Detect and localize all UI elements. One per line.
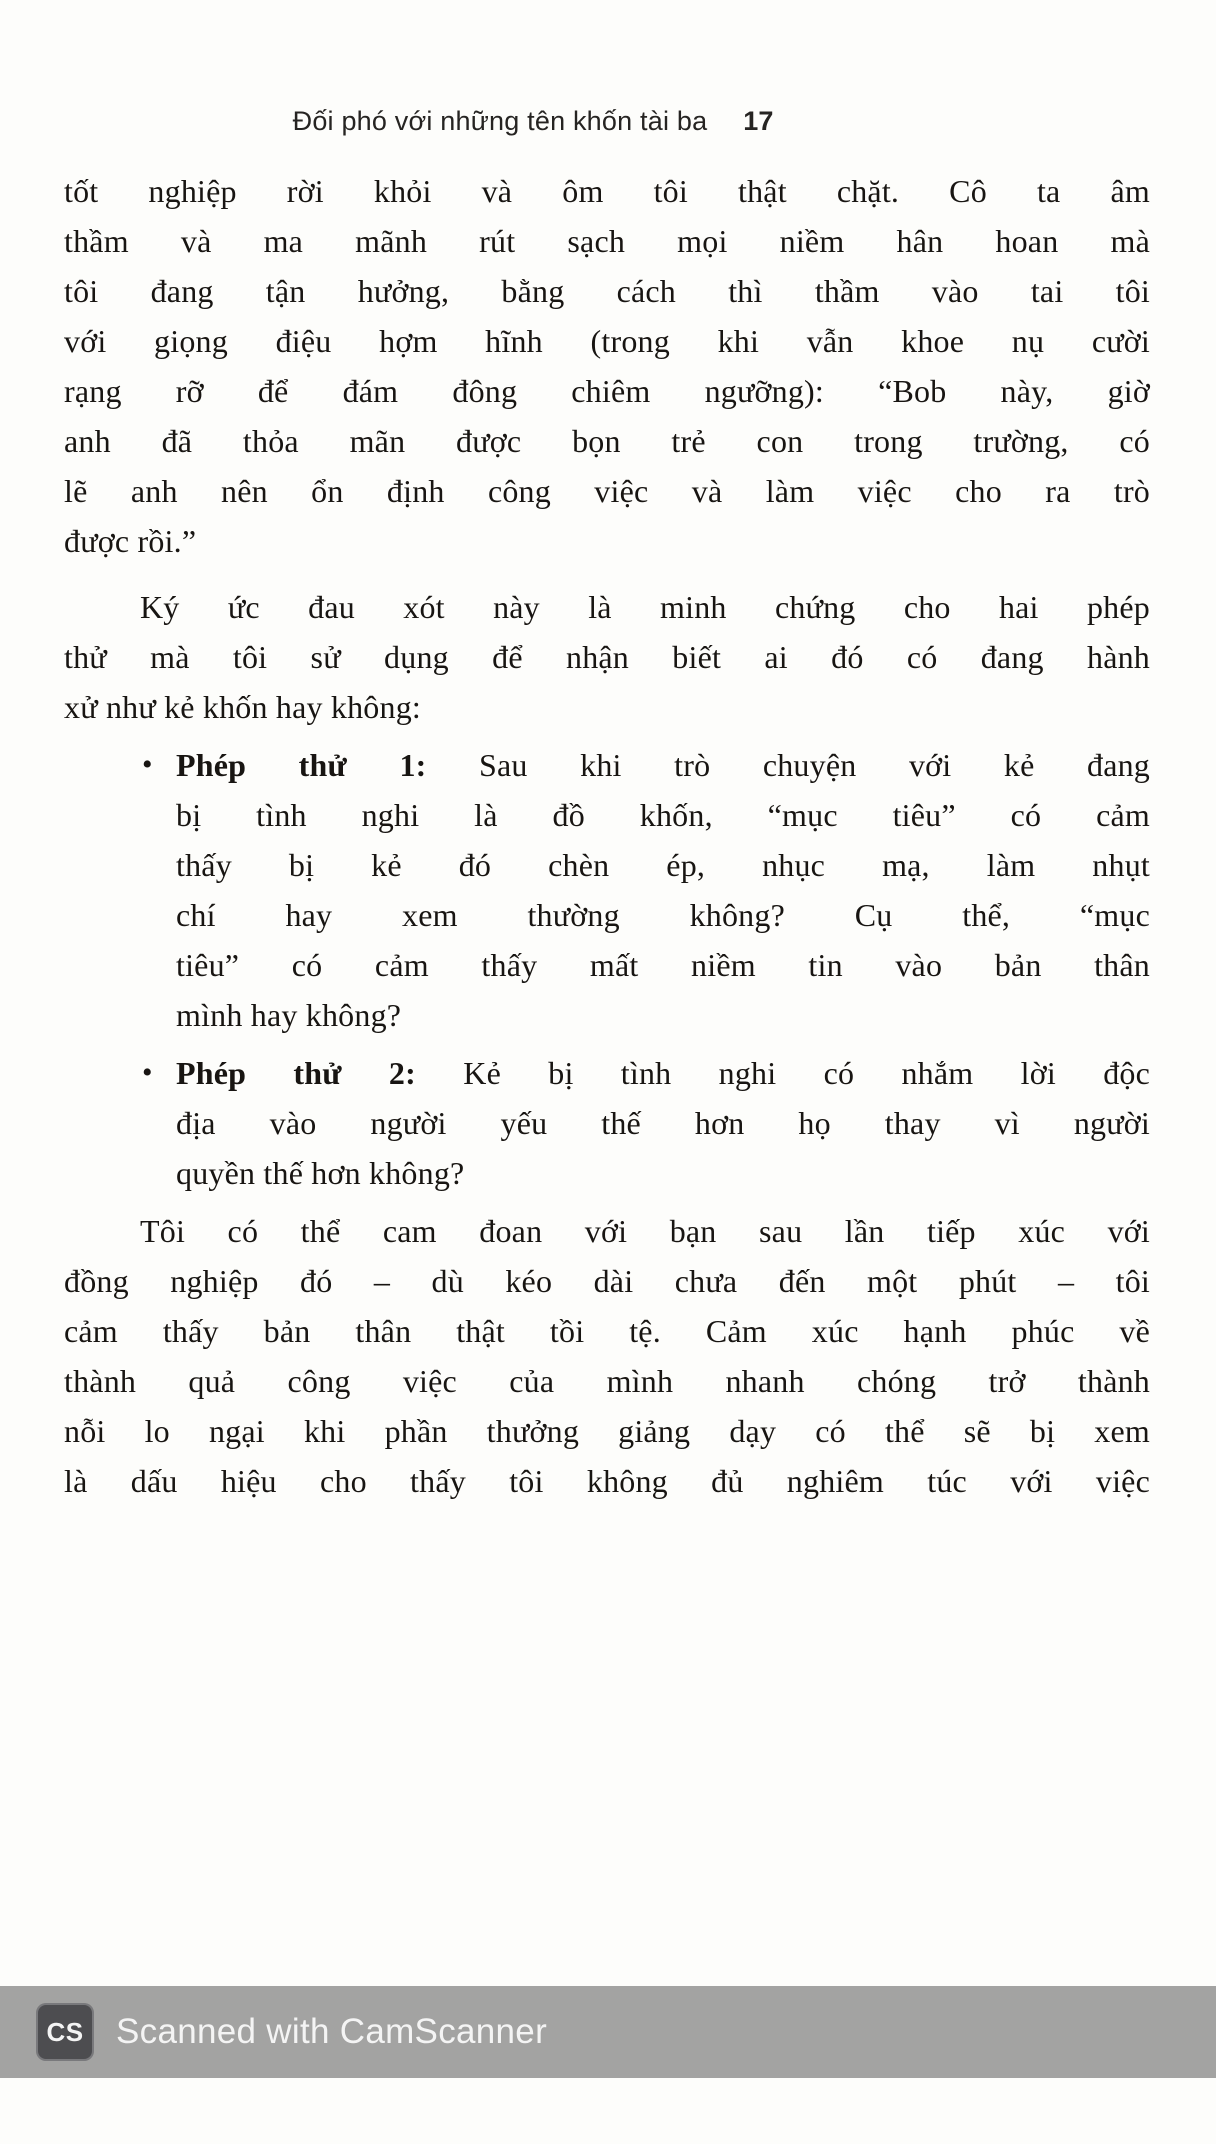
text-line: tiêu” có cảm thấy mất niềm tin vào bản thân	[176, 947, 1150, 983]
bullet-paragraph	[176, 740, 1150, 1040]
text-line: quyền thế hơn không?	[176, 1155, 465, 1191]
text-line: địa vào người yếu thế hơn họ thay vì người	[176, 1105, 1150, 1141]
bullet-first-line-text: Sau khi trò chuyện với kẻ đang	[426, 747, 1150, 783]
bullet-paragraph	[176, 1048, 1150, 1198]
paragraph	[64, 1206, 1150, 1506]
paragraph	[64, 582, 1150, 732]
text-line: thành quả công việc của mình nhanh chóng trở thành	[64, 1363, 1150, 1399]
list-item	[64, 1048, 1150, 1198]
list-item	[64, 740, 1150, 1040]
camscanner-logo-text: CS	[46, 2016, 84, 2047]
text-line: được rồi.”	[64, 523, 197, 559]
bullet-icon: •	[142, 748, 153, 781]
text-line: với giọng điệu hợm hĩnh (trong khi vẫn khoe nụ cười	[64, 323, 1150, 359]
text-line: anh đã thỏa mãn được bọn trẻ con trong trường, có	[64, 423, 1150, 459]
text-line	[176, 1048, 1150, 1098]
text-line: cảm thấy bản thân thật tồi tệ. Cảm xúc hạnh phúc về	[64, 1313, 1150, 1349]
running-head	[0, 106, 1216, 137]
text-line: rạng rỡ để đám đông chiêm ngưỡng): “Bob này, giờ	[64, 373, 1150, 409]
text-line: Tôi có thể cam đoan với bạn sau lần tiếp xúc với	[140, 1213, 1150, 1249]
text-line: thử mà tôi sử dụng để nhận biết ai đó có đang hành	[64, 639, 1150, 675]
text-line	[176, 740, 1150, 790]
text-line: tôi đang tận hưởng, bằng cách thì thầm vào tai tôi	[64, 273, 1150, 309]
bullet-lead: Phép thử 1:	[176, 747, 427, 783]
text-line: tốt nghiệp rời khỏi và ôm tôi thật chặt. Cô ta âm	[64, 173, 1150, 209]
text-line: đồng nghiệp đó – dù kéo dài chưa đến một phút – tôi	[64, 1263, 1150, 1299]
text-line: lẽ anh nên ổn định công việc và làm việc cho ra trò	[64, 473, 1150, 509]
text-line: thầm và ma mãnh rút sạch mọi niềm hân hoan mà	[64, 223, 1150, 259]
page-body	[64, 166, 1150, 1514]
bullet-rest-lines	[176, 790, 1150, 1040]
bullet-rest-lines	[176, 1098, 1150, 1198]
text-line: nỗi lo ngại khi phần thưởng giảng dạy có thể sẽ bị xem	[64, 1413, 1150, 1449]
text-line: là dấu hiệu cho thấy tôi không đủ nghiêm túc với việc	[64, 1463, 1150, 1499]
camscanner-caption: Scanned with CamScanner	[116, 2012, 548, 2051]
page-number: 17	[743, 106, 774, 136]
camscanner-logo-icon	[36, 2003, 94, 2061]
text-line: xử như kẻ khốn hay không:	[64, 689, 421, 725]
paragraph-continuation	[64, 166, 1150, 566]
bullet-first-line-text: Kẻ bị tình nghi có nhắm lời độc	[416, 1055, 1151, 1091]
bullet-icon: •	[142, 1056, 153, 1089]
text-line: chí hay xem thường không? Cụ thể, “mục	[176, 897, 1150, 933]
text-line: Ký ức đau xót này là minh chứng cho hai phép	[140, 589, 1150, 625]
text-line: bị tình nghi là đồ khốn, “mục tiêu” có cảm	[176, 797, 1150, 833]
text-line: thấy bị kẻ đó chèn ép, nhục mạ, làm nhụt	[176, 847, 1150, 883]
bullet-lead: Phép thử 2:	[176, 1055, 416, 1091]
text-line: mình hay không?	[176, 997, 402, 1033]
camscanner-footer	[0, 1986, 1216, 2078]
running-head-title: Đối phó với những tên khốn tài ba	[292, 106, 708, 136]
